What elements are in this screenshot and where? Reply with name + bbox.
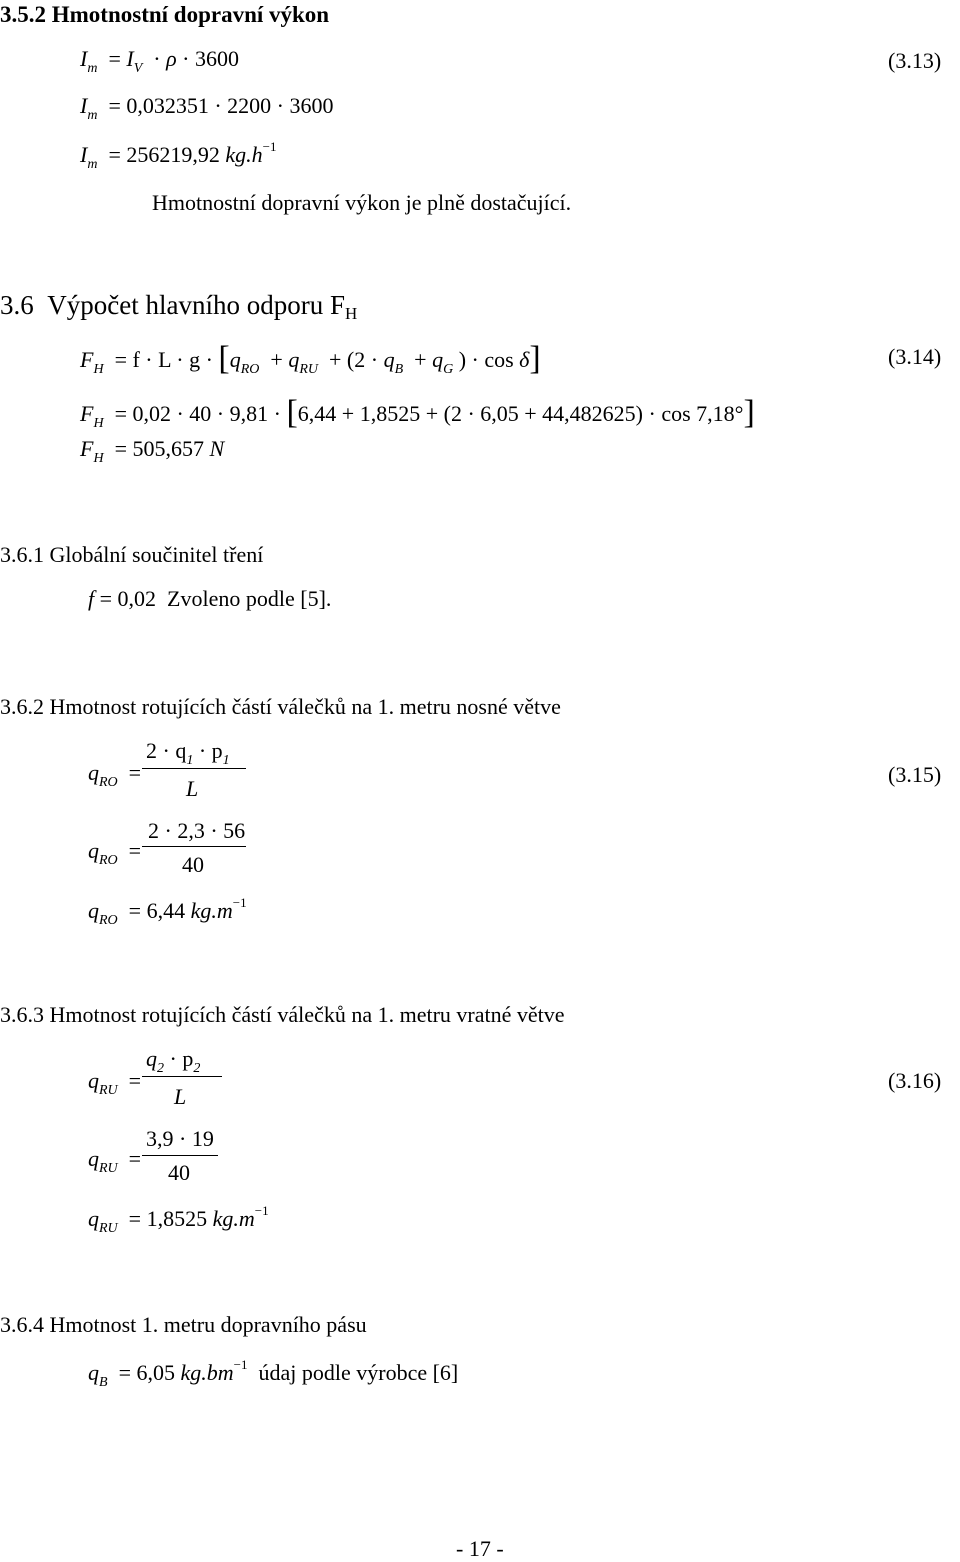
equation-number-3-13: (3.13) (888, 48, 942, 73)
fraction-3-15-denominator: L (186, 776, 199, 801)
equation-qro-substituted-lhs: $q_{RO}$ = (88, 838, 142, 868)
fraction-3-15-numerator: $2 \cdot q_1 \cdot p_1$ (146, 738, 230, 768)
section-heading-3-6-2: 3.6.2 Hmotnost rotujících částí válečků na 1. metru nosné větve (0, 694, 561, 719)
fraction-qru-numerator: 3,9 · 19 (146, 1126, 214, 1151)
section-heading-3-6: 3.6 Výpočet hlavního odporu FH (0, 290, 358, 323)
equation-fh-substituted: $F_H = 0,02 \cdot 40 \cdot 9,81 \cdot [6,44 + 1,8525 + (2 \cdot 6,05 + 44,482625) \cdot \cos 7,18^\circ]$ (80, 394, 755, 431)
equation-number-3-16: (3.16) (888, 1068, 942, 1093)
fraction-3-16-denominator: L (174, 1084, 187, 1109)
equation-3-16-lhs: $q_{RU}$ = (88, 1068, 142, 1098)
equation-3-14: $F_H = f \cdot L \cdot g \cdot [q_{RO} + q_{RU} + (2 \cdot q_B + q_G$ ) · cos δ] (80, 340, 541, 377)
equation-fh-result: $F_H = 505,657$ N (80, 436, 225, 466)
equation-3-13: $I_m = I_V \cdot \rho \cdot 3600$ (80, 46, 239, 76)
equation-qru-substituted-lhs: $q_{RU}$ = (88, 1146, 142, 1176)
section-heading-3-6-3: 3.6.3 Hmotnost rotujících částí válečků na 1. metru vratné větve (0, 1002, 565, 1027)
fraction-qro-numerator: 2 · 2,3 · 56 (148, 818, 246, 843)
section-heading-3-6-4: 3.6.4 Hmotnost 1. metru dopravního pásu (0, 1312, 367, 1337)
fraction-qro-denominator: 40 (182, 852, 204, 877)
fraction-3-16-numerator: $q_2 \cdot p_2$ (146, 1046, 201, 1076)
equation-qb: $q_B = 6,05$ $kg.bm^{-1}$ údaj podle výrobce [6] (88, 1357, 459, 1390)
equation-number-3-15: (3.15) (888, 762, 942, 787)
equation-3-15-lhs: $q_{RO}$ = (88, 760, 142, 790)
fraction-bar (142, 1155, 218, 1156)
section-heading-3-6-1: 3.6.1 Globální součinitel tření (0, 542, 264, 567)
fraction-bar (142, 846, 246, 847)
section-heading-3-5-2: 3.5.2 Hmotnostní dopravní výkon (0, 2, 330, 27)
fraction-bar (142, 1076, 222, 1077)
note-text: Hmotnostní dopravní výkon je plně dostačující. (152, 190, 572, 215)
equation-qro-result: $q_{RO} = 6,44$ $kg.m^{-1}$ (88, 895, 247, 928)
equation-im-result: $I_m = 256219,92$ $kg.h^{-1}$ (80, 139, 277, 172)
fraction-bar (142, 768, 246, 769)
equation-im-substituted: $I_m = 0,032351 \cdot 2200 \cdot 3600$ (80, 93, 334, 123)
page-number: - 17 - (456, 1536, 504, 1561)
equation-friction: f = 0,02 Zvoleno podle [5]. (88, 586, 332, 611)
equation-qru-result: $q_{RU} = 1,8525$ $kg.m^{-1}$ (88, 1203, 269, 1236)
fraction-qru-denominator: 40 (168, 1160, 190, 1185)
equation-number-3-14: (3.14) (888, 344, 942, 369)
